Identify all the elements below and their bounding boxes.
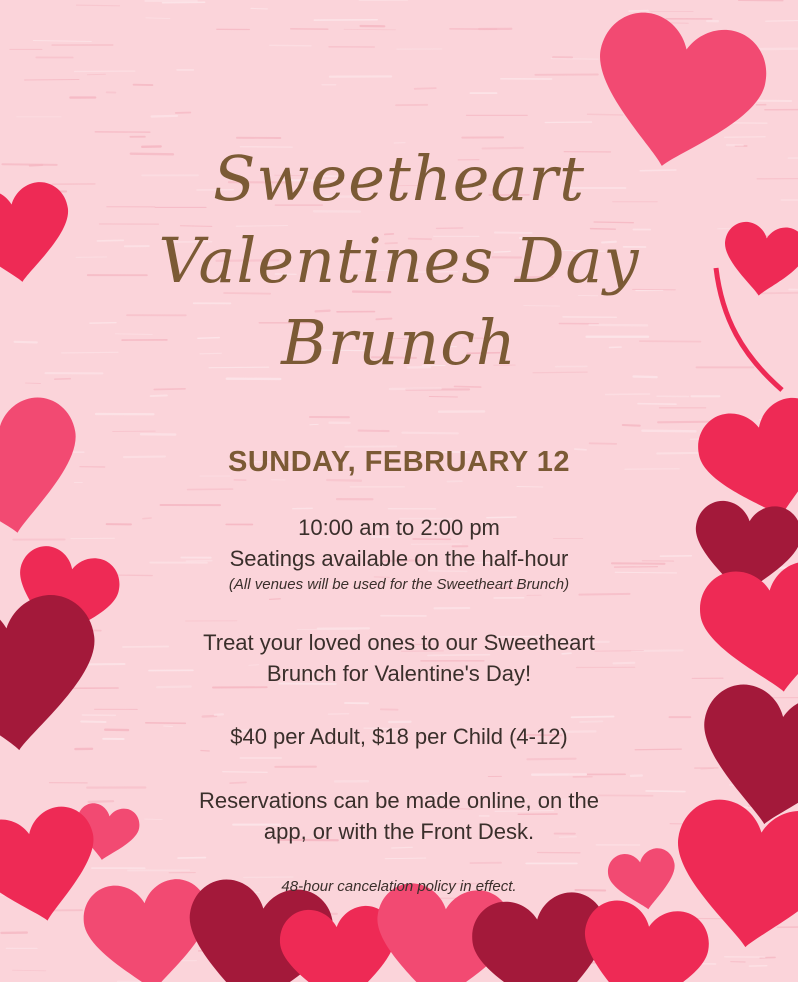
title-line-3: Brunch [281, 306, 517, 379]
title-line-1: Sweetheart [213, 142, 585, 215]
promo-line-1: Treat your loved ones to our Sweetheart [203, 630, 595, 655]
seatings-text: Seatings available on the half-hour [229, 546, 569, 571]
reservations-line-2: app, or with the Front Desk. [263, 819, 535, 844]
reservations-line-1: Reservations can be made online, on the [199, 788, 599, 813]
event-time: 10:00 am to 2:00 pm [298, 515, 500, 540]
promo-line-2: Brunch for Valentine's Day! [266, 661, 532, 686]
pricing-text: $40 per Adult, $18 per Child (4-12) [230, 724, 568, 749]
title-line-2: Valentines Day [158, 224, 640, 297]
event-date: SUNDAY, FEBRUARY 12 [227, 446, 571, 478]
venues-note: (All venues will be used for the Sweetheart Brunch) [228, 576, 570, 593]
cancelation-policy: 48-hour cancelation policy in effect. [281, 878, 517, 895]
